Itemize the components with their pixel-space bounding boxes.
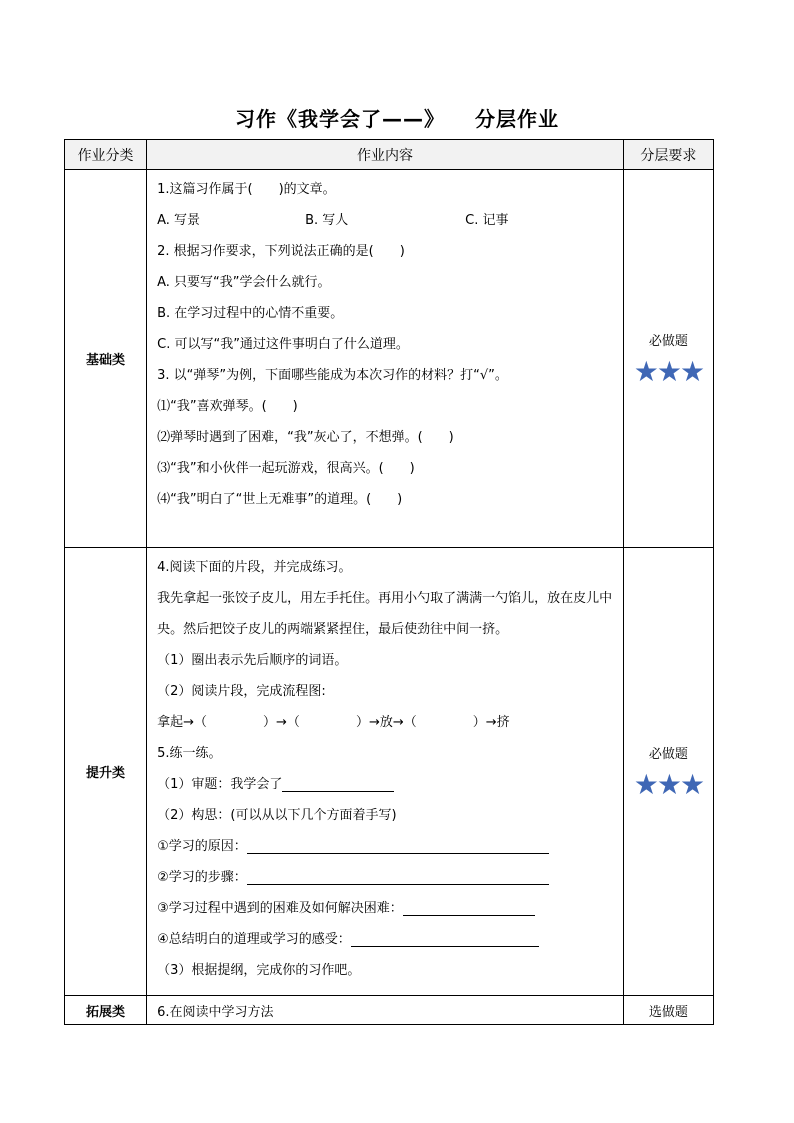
q1-options (157, 205, 615, 236)
q4-part-2: （2）阅读片段，完成流程图: (157, 684, 326, 699)
title-sub: 分层作业 (475, 107, 559, 131)
q5: 5.练一练。 (157, 746, 222, 761)
table-row (65, 996, 714, 1025)
answer-blank[interactable] (282, 775, 394, 792)
answer-blank[interactable] (351, 930, 539, 947)
requirement-advanced (623, 548, 713, 996)
q2-option-c: C. 可以写“我”通过这件事明白了什么道理。 (157, 337, 409, 352)
header-category: 作业分类 (65, 140, 147, 170)
q1: 1.这篇习作属于( )的文章。 (157, 182, 336, 197)
q1-option-b: B. 写人 (305, 213, 349, 228)
category-extension: 拓展类 (65, 996, 147, 1025)
outline-difficulty (157, 893, 615, 924)
q3: 3. 以“弹琴”为例，下面哪些能成为本次习作的材料？打“√”。 (157, 368, 508, 383)
star-rating-icon: ★★★ (633, 354, 704, 388)
category-advanced: 提升类 (65, 548, 147, 996)
requirement-basic (623, 170, 713, 548)
q5-part-2: （2）构思：(可以从以下几个方面着手写) (157, 808, 397, 823)
star-rating-icon: ★★★ (633, 767, 704, 801)
q2-option-b: B. 在学习过程中的心情不重要。 (157, 306, 344, 321)
q1-option-a: A. 写景 (157, 213, 201, 228)
outline-difficulty-label: ③学习过程中遇到的困难及如何解决困难： (157, 901, 403, 916)
q3-item-1: ⑴“我”喜欢弹琴。( ) (157, 399, 298, 414)
q5-part-1-label: （1）审题：我学会了 (157, 777, 283, 792)
table-header-row (65, 140, 714, 170)
content-basic (147, 170, 624, 548)
flow-step-4: ）→挤 (472, 715, 510, 730)
category-basic: 基础类 (65, 170, 147, 548)
content-extension: 6.在阅读中学习方法 (147, 996, 624, 1025)
answer-blank[interactable] (247, 868, 549, 885)
flowchart-line (157, 707, 615, 738)
page-title (0, 103, 794, 132)
q4-part-1: （1）圈出表示先后顺序的词语。 (157, 653, 348, 668)
flow-step-3: ）→放→（ (355, 715, 417, 730)
content-advanced (147, 548, 624, 996)
homework-table (64, 139, 714, 1025)
header-content: 作业内容 (147, 140, 624, 170)
table-row (65, 170, 714, 548)
q1-option-c: C. 记事 (465, 213, 509, 228)
q4: 4.阅读下面的片段，并完成练习。 (157, 560, 352, 575)
header-requirement: 分层要求 (623, 140, 713, 170)
q3-item-2: ⑵弹琴时遇到了困难，“我”灰心了，不想弹。( ) (157, 430, 454, 445)
outline-steps (157, 862, 615, 893)
q5-part-3: （3）根据提纲，完成你的习作吧。 (157, 963, 361, 978)
answer-blank[interactable] (247, 837, 549, 854)
answer-blank[interactable] (403, 899, 535, 916)
table-row (65, 548, 714, 996)
requirement-extension: 选做题 (623, 996, 713, 1025)
outline-summary-label: ④总结明白的道理或学习的感受： (157, 932, 351, 947)
outline-reason (157, 831, 615, 862)
requirement-label: 必做题 (648, 333, 688, 349)
outline-steps-label: ②学习的步骤： (157, 870, 247, 885)
q3-item-3: ⑶“我”和小伙伴一起玩游戏，很高兴。( ) (157, 461, 415, 476)
flow-step-1: 拿起→（ (157, 715, 208, 730)
q3-item-4: ⑷“我”明白了“世上无难事”的道理。( ) (157, 492, 403, 507)
requirement-label: 必做题 (648, 746, 688, 762)
q2: 2. 根据习作要求，下列说法正确的是( ) (157, 244, 405, 259)
outline-reason-label: ①学习的原因： (157, 839, 247, 854)
reading-passage: 我先拿起一张饺子皮儿，用左手托住。再用小勺取了满满一勺馅儿，放在皮儿中央。然后把饺子皮儿的两端紧紧捏住，最后使劲往中间一挤。 (157, 591, 613, 637)
title-main: 习作《我学会了——》 (235, 107, 445, 131)
outline-summary (157, 924, 615, 955)
q5-part-1 (157, 769, 615, 800)
flow-step-2: ）→（ (263, 715, 300, 730)
q2-option-a: A. 只要写“我”学会什么就行。 (157, 275, 331, 290)
